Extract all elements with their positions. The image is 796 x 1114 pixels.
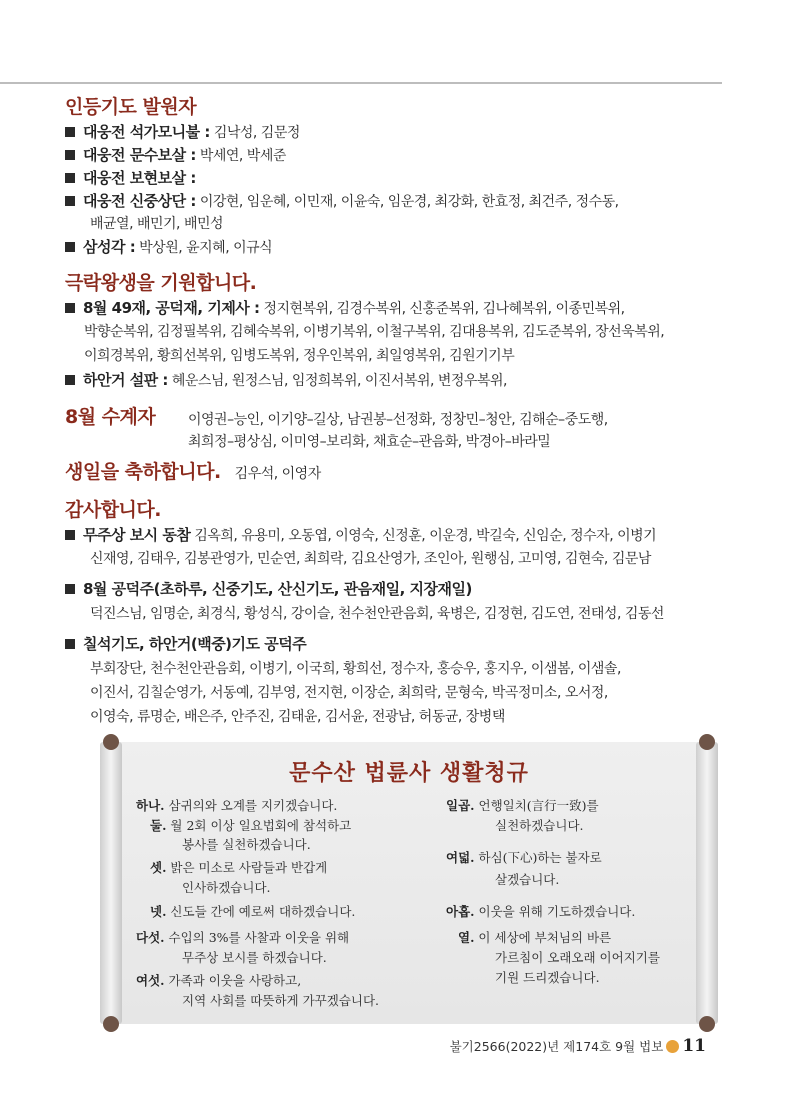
birthday-row [65, 461, 321, 485]
item-label: 8월 49재, 공덕재, 기제사 : [83, 299, 260, 317]
item-label: 칠석기도, 하안거(백중)기도 공덕주 [83, 635, 307, 653]
item-label: 대웅전 보현보살 : [83, 169, 196, 187]
bullet-icon [65, 150, 75, 160]
rule-item [458, 928, 611, 947]
rule-num: 여덟. [446, 850, 475, 865]
bullet-icon [65, 242, 75, 252]
thanks-section-title: 감사합니다. [65, 499, 161, 521]
rule-item-cont: 가르침이 오래오래 이어지기를 [495, 950, 660, 965]
birthday-title: 생일을 축하합니다. [65, 461, 221, 483]
thanks-continuation: 이영숙, 류명순, 배은주, 안주진, 김태윤, 김서윤, 전광남, 허동균, 장병택 [90, 709, 505, 725]
lantern-item [65, 144, 286, 167]
bullet-icon [65, 375, 75, 385]
page-number: 11 [682, 1036, 706, 1056]
rule-item [446, 902, 635, 921]
rule-item-cont: 기원 드리겠습니다. [495, 970, 600, 985]
rule-num: 여섯. [136, 973, 165, 988]
rule-text: 삼귀의와 오계를 지키겠습니다. [168, 798, 338, 813]
scroll-knob-icon [103, 1016, 119, 1032]
rule-item-cont: 지역 사회를 따뜻하게 가꾸겠습니다. [182, 993, 380, 1008]
rule-item-cont: 살겠습니다. [495, 872, 560, 887]
precept-row [65, 406, 155, 430]
rule-num: 다섯. [136, 930, 165, 945]
rebirth-continuation: 이희경복위, 황희선복위, 임병도복위, 정우인복위, 최일영복위, 김원기기부 [84, 348, 515, 364]
rule-item [150, 816, 351, 835]
rebirth-continuation: 박향순복위, 김정필복위, 김혜숙복위, 이병기복위, 이철구복위, 김대용복위, 김도준복위, 장선욱복위, [84, 324, 665, 340]
top-divider [0, 82, 722, 84]
thanks-continuation: 부회장단, 천수천안관음회, 이병기, 이국희, 황희선, 정수자, 홍승우, 홍지우, 이샘봄, 이샘솔, [90, 661, 621, 677]
item-label: 대웅전 문수보살 : [83, 146, 196, 164]
lantern-section-title: 인등기도 발원자 [65, 96, 197, 118]
rule-num: 넷. [150, 904, 167, 919]
dharma-wheel-icon [666, 1040, 679, 1053]
rules-title: 문수산 법륜사 생활청규 [289, 761, 529, 786]
bullet-icon [65, 173, 75, 183]
lantern-item [65, 167, 196, 190]
rule-item [150, 902, 355, 921]
bullet-icon [65, 127, 75, 137]
rule-item-cont: 실천하겠습니다. [495, 818, 584, 833]
scroll-knob-icon [699, 734, 715, 750]
precept-title: 8월 수계자 [65, 406, 156, 428]
rule-text: 언행일치(言行一致)를 [478, 798, 599, 813]
bullet-icon [65, 530, 75, 540]
item-text: 박상원, 윤지혜, 이규식 [135, 240, 273, 256]
thanks-continuation: 이진서, 김칠순영가, 서동예, 김부영, 전지현, 이장순, 최희락, 문형숙, 박곡정미소, 오서정, [90, 685, 608, 701]
item-label: 대웅전 신중상단 : [83, 192, 196, 210]
lantern-item-continuation: 배균열, 배민기, 배민성 [90, 216, 224, 232]
rule-text: 이웃을 위해 기도하겠습니다. [478, 904, 636, 919]
item-label: 무주상 보시 동참 [83, 526, 191, 544]
thanks-continuation: 덕진스님, 임명순, 최경식, 황성식, 강이슬, 천수천안관음회, 육병은, 김정현, 김도연, 전태성, 김동선 [90, 606, 664, 622]
item-label: 삼성각 : [83, 238, 136, 256]
rule-item-cont: 인사하겠습니다. [182, 880, 271, 895]
bullet-icon [65, 639, 75, 649]
precept-line: 이영권–능인, 이기양–길상, 남권봉–선정화, 정창민–청안, 김해순–중도행, [188, 412, 608, 428]
rule-item [446, 848, 602, 867]
item-text: 이강현, 임운혜, 이민재, 이윤숙, 임운경, 최강화, 한효정, 최건주, 정수동, [195, 194, 619, 210]
rule-item [150, 858, 327, 877]
bullet-icon [65, 196, 75, 206]
item-text: 박세연, 박세준 [195, 148, 286, 164]
rule-text: 하심(下心)하는 불자로 [478, 850, 602, 865]
rule-text: 수입의 3%를 사찰과 이웃을 위해 [168, 930, 350, 945]
scroll-knob-icon [699, 1016, 715, 1032]
rule-item-cont: 무주상 보시를 하겠습니다. [182, 950, 327, 965]
rule-item-cont: 봉사를 실천하겠습니다. [182, 837, 311, 852]
bullet-icon [65, 303, 75, 313]
rule-num: 열. [458, 930, 475, 945]
rule-text: 가족과 이웃을 사랑하고, [168, 973, 302, 988]
thanks-continuation: 신재영, 김태우, 김봉관영가, 민순연, 최희락, 김요산영가, 조인아, 원행심, 고미영, 김현숙, 김문남 [90, 551, 651, 567]
footer-text: 불기2566(2022)년 제174호 9월 법보 [449, 1039, 664, 1054]
rebirth-item [65, 297, 625, 320]
rule-num: 일곱. [446, 798, 475, 813]
rule-item [446, 796, 599, 815]
precept-line: 최희정–평상심, 이미영–보리화, 채효순–관음화, 박경아–바라밀 [188, 434, 551, 450]
item-label: 하안거 설판 : [83, 371, 168, 389]
item-label: 대웅전 석가모니불 : [83, 123, 210, 141]
rule-num: 아홉. [446, 904, 475, 919]
item-text: 혜운스님, 원정스님, 임정희복위, 이진서복위, 변정우복위, [167, 373, 507, 389]
item-text: 김옥희, 유용미, 오동엽, 이영숙, 신정훈, 이운경, 박길숙, 신임순, 정수자, 이병기 [190, 528, 657, 544]
thanks-item [65, 578, 472, 601]
birthday-names: 김우석, 이영자 [234, 466, 321, 482]
scroll-knob-icon [103, 734, 119, 750]
lantern-item [65, 236, 272, 259]
rebirth-item [65, 369, 507, 392]
rule-text: 밝은 미소로 사람들과 반갑게 [170, 860, 328, 875]
rule-text: 이 세상에 부처님의 바른 [478, 930, 612, 945]
item-text: 정지현복위, 김경수복위, 신홍준복위, 김나혜복위, 이종민복위, [259, 301, 625, 317]
bullet-icon [65, 584, 75, 594]
rule-num: 셋. [150, 860, 167, 875]
rule-item [136, 796, 337, 815]
rules-scroll [98, 734, 720, 1024]
rule-text: 월 2회 이상 일요법회에 참석하고 [170, 818, 352, 833]
thanks-item [65, 633, 306, 656]
item-text: 김낙성, 김문정 [209, 125, 300, 141]
rule-item [136, 971, 301, 990]
thanks-item [65, 524, 656, 547]
rule-item [136, 928, 349, 947]
lantern-item [65, 190, 619, 213]
lantern-item [65, 121, 300, 144]
item-label: 8월 공덕주(초하루, 신중기도, 산신기도, 관음재일, 지장재일) [83, 580, 472, 598]
page-footer [450, 1036, 706, 1056]
rule-text: 신도들 간에 예로써 대하겠습니다. [170, 904, 356, 919]
rule-num: 하나. [136, 798, 165, 813]
rebirth-section-title: 극락왕생을 기원합니다. [65, 272, 257, 294]
rule-num: 둘. [150, 818, 167, 833]
